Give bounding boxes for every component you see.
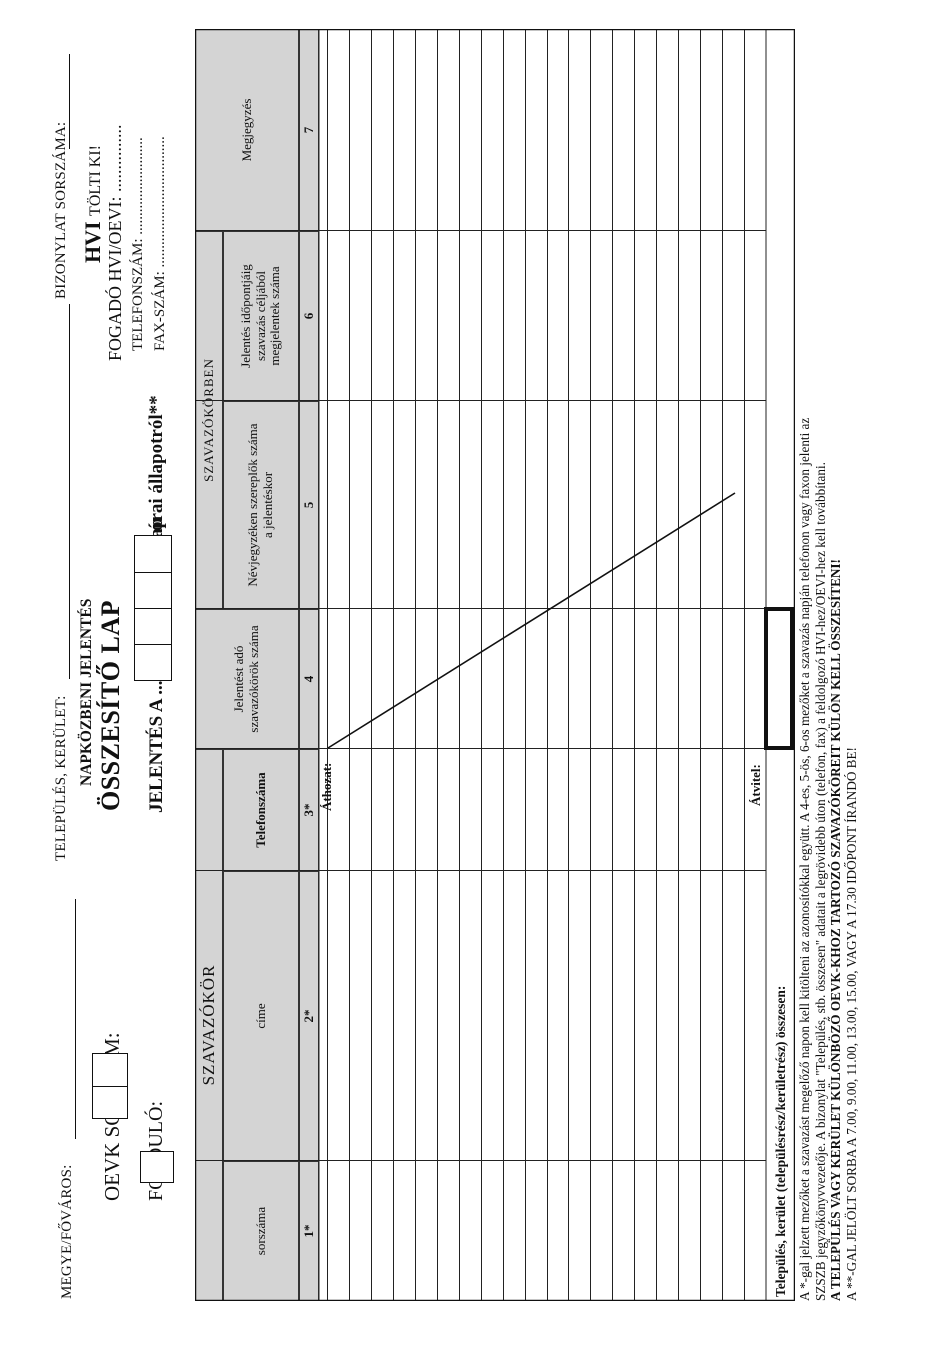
- phone-label: TELEFONSZÁM: ..........................: [130, 137, 146, 351]
- fax-label: FAX-SZÁM: ...................................: [152, 136, 168, 351]
- num-cell-6: 6: [299, 231, 319, 401]
- diagonal-line: [328, 493, 735, 748]
- col-header-7: Megjegyzés: [195, 29, 299, 231]
- col-header-2: címe: [223, 871, 299, 1161]
- col-header-1: sorszáma: [223, 1161, 299, 1301]
- note-line-1: A *-gal jelzett mezőket a szavazást megelőző napon kell kitölteni az azonosítókkal együtt. A 4-es, 5-ös, 6-os mezőket a szavazás napján telefonon vagy faxon jelenti az: [797, 417, 812, 1301]
- table-grid: [195, 29, 795, 1301]
- hour-box-2[interactable]: [134, 607, 172, 645]
- col-header-4: Jelentést adó szavazókörök száma: [195, 609, 299, 749]
- num-cell-5: 5: [299, 401, 319, 609]
- total-box[interactable]: [766, 609, 792, 748]
- hour-box-1[interactable]: [134, 643, 172, 681]
- report-suffix: órai állapotról**: [146, 395, 167, 531]
- carry-out-label: Átvitel:: [748, 764, 763, 806]
- oevk-box-1[interactable]: [92, 1085, 128, 1119]
- round-box[interactable]: [140, 1151, 174, 1183]
- num-cell-1: 1*: [299, 1161, 319, 1301]
- footnotes: [797, 29, 859, 1301]
- col-header-5: Névjegyzéken szereplők száma a jelentéskor: [223, 401, 299, 609]
- minute-box-1[interactable]: [134, 571, 172, 609]
- group-szavazokorben: SZAVAZÓKÖRBEN: [195, 231, 223, 609]
- doc-serial-underline: [69, 54, 70, 149]
- settlement-label: TELEPÜLÉS, KERÜLET:: [53, 695, 69, 861]
- doc-serial-label: BIZONYLAT SORSZÁMA:: [53, 121, 69, 299]
- receiving-label: FOGADÓ HVI/OEVI: ...............: [105, 124, 125, 361]
- title-big: ÖSSZESÍTŐ LAP: [96, 600, 125, 811]
- carry-in-label: Áthozat:: [319, 762, 334, 811]
- num-cell-3: 3*: [299, 749, 319, 871]
- note-line-3: A TELEPÜLÉS VAGY KERÜLET KÜLÖNBÖZŐ OEVK-KHOZ TARTOZÓ SZAVAZÓKÖREIT KÜLÖN KELL ÖSSZESÍTENI!: [828, 559, 844, 1301]
- settlement-underline: [69, 304, 70, 679]
- group-szavazokor: SZAVAZÓKÖR: [195, 749, 223, 1301]
- total-label: Település, kerület (településrész/kerületrész) összesen:: [773, 985, 788, 1297]
- hvi-fill: HVI TÖLTI KI!: [80, 144, 105, 263]
- county-underline: [75, 899, 76, 1139]
- report-table: [195, 29, 795, 1301]
- oevk-box-2[interactable]: [92, 1053, 128, 1087]
- minute-box-2[interactable]: [134, 535, 172, 573]
- title-small: NAPKÖZBENI JELENTÉS: [78, 598, 95, 786]
- note-line-2: SZSZB jegyzőkönyvvezetője. A bizonylat "Település, stb. összesen" adatait a legrövidebb úton (telefon, fax) a feldolgozó HVI-hez/OEVI-hez kell továbbítani.: [812, 462, 828, 1301]
- col-header-6: Jelentés időpontjáig szavazás céljából megjelentek száma: [223, 231, 299, 401]
- col-header-3: Telefonszáma: [223, 749, 299, 871]
- note-line-4: A **-GAL JELÖLT SORBA A 7.00, 9.00, 11.00, 13.00, 15.00, VAGY A 17.30 IDŐPONT ÍRANDÓ BE!: [843, 747, 859, 1301]
- num-cell-4: 4: [299, 609, 319, 749]
- num-cell-2: 2*: [299, 871, 319, 1161]
- num-cell-7: 7: [299, 29, 319, 231]
- county-label: MEGYE/FŐVÁROS:: [59, 1164, 75, 1299]
